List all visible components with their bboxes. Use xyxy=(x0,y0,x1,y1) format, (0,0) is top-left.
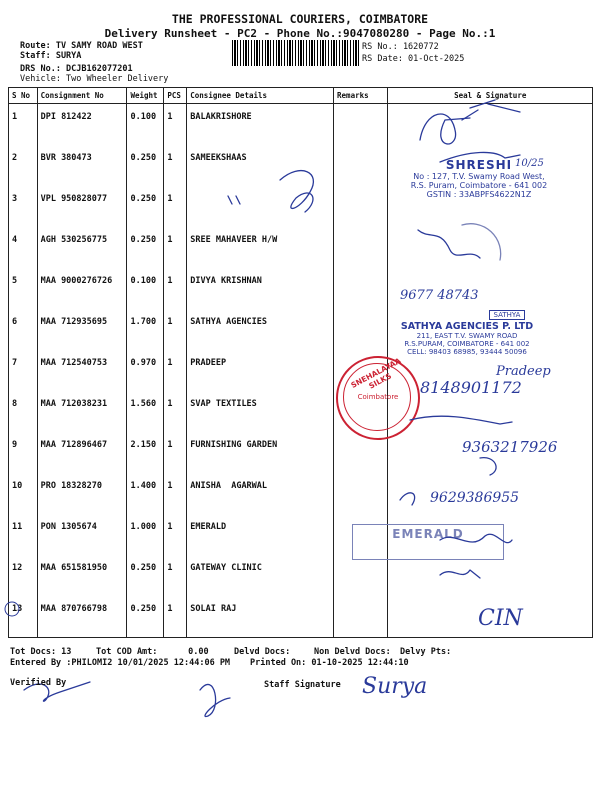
row-weight: 1.560 xyxy=(130,399,157,409)
row-pcs: 1 xyxy=(167,481,173,491)
row-pcs: 1 xyxy=(167,153,173,163)
row5-handwritten-phone: 9677 48743 xyxy=(400,288,479,303)
col-header-weight: Weight xyxy=(127,88,164,104)
row-consignee: DIVYA KRISHNAN xyxy=(190,276,262,286)
rs-number: RS No.: 1620772 xyxy=(362,42,439,52)
sathya-stamp-name: SATHYA AGENCIES P. LTD xyxy=(400,321,534,332)
row-weight: 0.250 xyxy=(130,153,157,163)
row-consignee: SREE MAHAVEER H/W xyxy=(190,235,278,245)
row-pcs: 1 xyxy=(167,399,173,409)
col-header-pcs: PCS xyxy=(164,88,187,104)
row10-handwritten-phone: 9629386955 xyxy=(430,490,520,506)
row9-handwritten-phone: 9363217926 xyxy=(462,438,558,456)
shreshi-stamp-addr1: No : 127, T.V. Swamy Road West, xyxy=(413,172,545,181)
footer-non-delvd-docs: Non Delvd Docs: xyxy=(314,647,391,657)
runsheet-title: Delivery Runsheet - PC2 - Phone No.:9047080280 - Page No.:1 xyxy=(104,27,496,40)
row-sno: 6 xyxy=(12,317,18,327)
footer-tot-docs: Tot Docs: 13 xyxy=(10,647,72,657)
col-header-remarks: Remarks xyxy=(334,88,388,104)
staff-label: Staff: SURYA xyxy=(20,51,82,61)
row-sno: 2 xyxy=(12,153,18,163)
sathya-stamp-addr2: R.S.PURAM, COIMBATORE - 641 002 xyxy=(404,340,530,348)
row-weight: 0.250 xyxy=(130,563,157,573)
row-consignee: ANISHA AGARWAL xyxy=(190,481,268,491)
row-consignee: PRADEEP xyxy=(190,358,227,368)
row-pcs: 1 xyxy=(167,440,173,450)
row13-circle-mark xyxy=(5,602,19,616)
row-consignment: PRO 18328270 xyxy=(40,481,103,491)
sathya-stamp-cell: CELL: 98403 68985, 93444 50096 xyxy=(407,348,527,356)
shreshi-stamp-gstin: GSTIN : 33ABPFS4622N1Z xyxy=(426,190,532,199)
snehalayaa-seal-name: SNEHALAYAA SILKS xyxy=(349,356,403,391)
row-sno: 3 xyxy=(12,194,18,204)
row-pcs: 1 xyxy=(167,358,173,368)
row-consignee: BALAKRISHORE xyxy=(190,112,252,122)
row-weight: 0.100 xyxy=(130,276,157,286)
row-pcs: 1 xyxy=(167,235,173,245)
row-weight: 1.700 xyxy=(130,317,157,327)
row2-handwritten-date: 10/25 xyxy=(515,158,544,169)
row1-signature xyxy=(420,114,470,144)
row-consignment: PON 1305674 xyxy=(40,522,97,532)
row-weight: 1.000 xyxy=(130,522,157,532)
row12-signature xyxy=(440,570,480,578)
row-pcs: 1 xyxy=(167,112,173,122)
footer-delvy-pts: Delvy Pts: xyxy=(400,647,452,657)
row8-signature xyxy=(410,416,512,424)
row-consignee: EMERALD xyxy=(190,522,227,532)
footer-tot-cod: Tot COD Amt: 0.00 xyxy=(96,647,209,657)
row-weight: 2.150 xyxy=(130,440,157,450)
row2-signature xyxy=(440,152,520,162)
vehicle-label: Vehicle: Two Wheeler Delivery xyxy=(20,74,169,84)
row-consignee: FURNISHING GARDEN xyxy=(190,440,278,450)
row7-handwritten-phone: 8148901172 xyxy=(420,378,522,397)
footer-verified-by: Verified By xyxy=(10,678,67,688)
row-consignment: MAA 9000276726 xyxy=(40,276,113,286)
row11-signature xyxy=(440,534,512,542)
row13-handwritten-text: CIN xyxy=(478,606,523,631)
route-label: Route: TV SAMY ROAD WEST xyxy=(20,41,143,51)
sathya-stamp-addr1: 211, EAST T.V. SWAMY ROAD xyxy=(416,332,518,340)
drs-number: DRS No.: DCJB162077201 xyxy=(20,64,133,74)
company-title: THE PROFESSIONAL COURIERS, COIMBATORE xyxy=(171,12,429,26)
row-sno: 12 xyxy=(12,563,23,573)
row-pcs: 1 xyxy=(167,194,173,204)
row-consignment: MAA 712038231 xyxy=(40,399,108,409)
shreshi-stamp-name: SHRESHI xyxy=(445,158,513,172)
emerald-stamp-name: EMERALD xyxy=(392,527,464,541)
row-sno: 7 xyxy=(12,358,18,368)
row9-signature xyxy=(480,458,496,475)
row1-signature-tail xyxy=(462,100,520,120)
row-weight: 0.250 xyxy=(130,194,157,204)
row-consignment: MAA 870766798 xyxy=(40,604,108,614)
footer-entered-by: Entered By :PHILOMI2 10/01/2025 12:44:06 PM xyxy=(10,658,231,668)
row-sno: 5 xyxy=(12,276,18,286)
row-sno: 8 xyxy=(12,399,18,409)
row-sno: 9 xyxy=(12,440,18,450)
row-pcs: 1 xyxy=(167,522,173,532)
shreshi-stamp-addr2: R.S. Puram, Coimbatore - 641 002 xyxy=(410,181,548,190)
row-consignment: DPI 812422 xyxy=(40,112,92,122)
row-weight: 0.250 xyxy=(130,235,157,245)
row-consignment: MAA 712935695 xyxy=(40,317,108,327)
row-consignee: SATHYA AGENCIES xyxy=(190,317,268,327)
row7-handwritten-name: Pradeep xyxy=(496,364,551,379)
row-sno: 11 xyxy=(12,522,23,532)
row4-signature xyxy=(418,230,480,258)
row-consignee: SVAP TEXTILES xyxy=(190,399,257,409)
footer-delvd-docs: Delvd Docs: xyxy=(234,647,291,657)
row-weight: 0.100 xyxy=(130,112,157,122)
footer-staff-signature: Staff Signature xyxy=(264,680,341,690)
row3-signature xyxy=(280,171,313,212)
row-weight: 0.970 xyxy=(130,358,157,368)
row10-signature xyxy=(400,493,415,505)
sathya-stamp-badge: SATHYA xyxy=(489,310,526,320)
col-header-consignee: Consignee Details xyxy=(187,88,334,104)
footer-printed-on: Printed On: 01-10-2025 12:44:10 xyxy=(250,658,409,668)
col-header-consignment: Consignment No xyxy=(37,88,127,104)
staff-signature-handwritten: Surya xyxy=(362,674,428,699)
row-consignee: GATEWAY CLINIC xyxy=(190,563,262,573)
row-pcs: 1 xyxy=(167,563,173,573)
snehalayaa-seal-city: Coimbatore xyxy=(357,393,399,401)
row-sno: 4 xyxy=(12,235,18,245)
row-pcs: 1 xyxy=(167,317,173,327)
row-consignee: SAMEEKSHAAS xyxy=(190,153,247,163)
row-consignment: BVR 380473 xyxy=(40,153,92,163)
col-header-signature: Seal & Signature xyxy=(388,88,593,104)
row-consignment: AGH 530256775 xyxy=(40,235,108,245)
row-weight: 1.400 xyxy=(130,481,157,491)
row-consignee: SOLAI RAJ xyxy=(190,604,237,614)
row-consignment: MAA 712540753 xyxy=(40,358,108,368)
row-sno: 13 xyxy=(12,604,23,614)
middle-signature xyxy=(200,684,230,716)
col-header-sno: S No xyxy=(9,88,38,104)
row-pcs: 1 xyxy=(167,276,173,286)
row-sno: 10 xyxy=(12,481,23,491)
row-weight: 0.250 xyxy=(130,604,157,614)
row3-mark xyxy=(228,196,240,204)
row-pcs: 1 xyxy=(167,604,173,614)
row-consignment: MAA 651581950 xyxy=(40,563,108,573)
row-consignment: MAA 712896467 xyxy=(40,440,108,450)
rs-date: RS Date: 01-Oct-2025 xyxy=(362,54,465,64)
row-sno: 1 xyxy=(12,112,18,122)
row-consignment: VPL 950828077 xyxy=(40,194,108,204)
